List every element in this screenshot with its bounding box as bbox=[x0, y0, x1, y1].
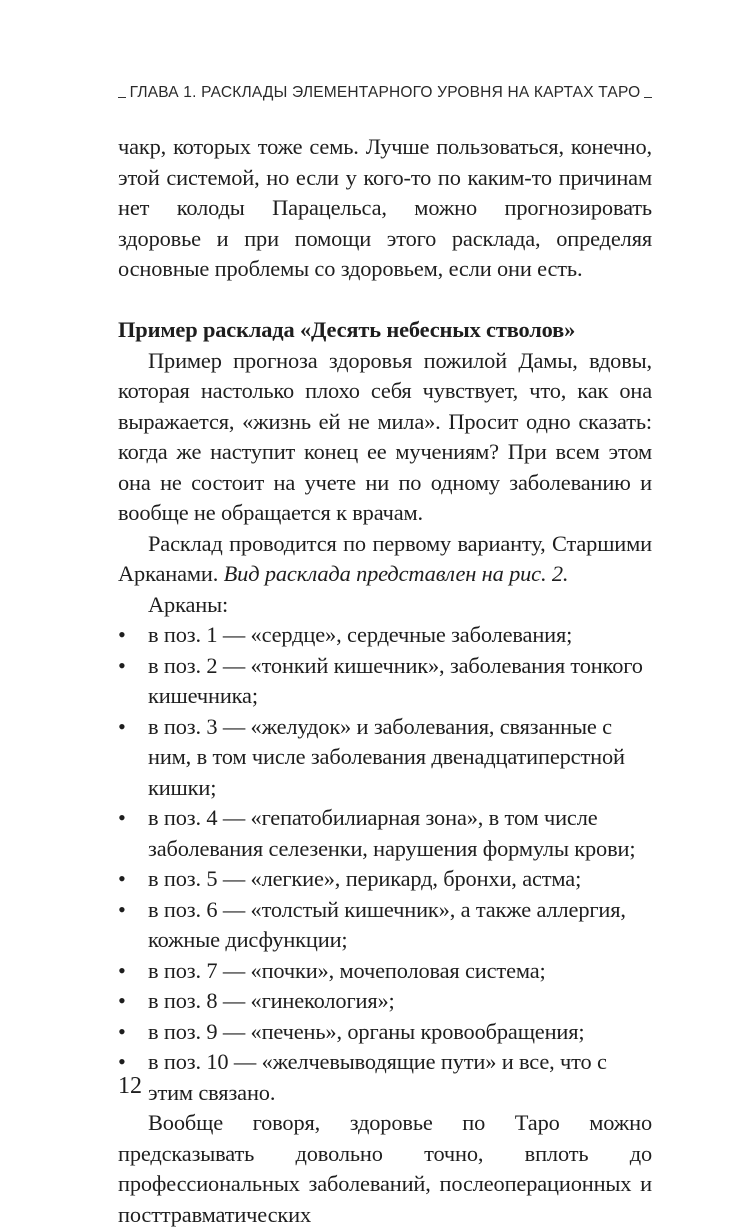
list-item bbox=[118, 895, 652, 956]
list-item-text: в поз. 2 — «тонкий кишечник», заболевания тонкого кишечника; bbox=[148, 652, 643, 708]
figure-reference: Вид расклада представлен на рис. 2. bbox=[223, 561, 569, 586]
list-item bbox=[118, 651, 652, 712]
list-item-text: в поз. 5 — «легкие», перикард, бронхи, астма; bbox=[148, 866, 582, 891]
section-heading: Пример расклада «Десять небесных стволов» bbox=[118, 317, 576, 342]
list-item bbox=[118, 1047, 652, 1108]
list-item bbox=[118, 1017, 652, 1048]
position-list bbox=[118, 620, 652, 1108]
bullet-icon: • bbox=[118, 988, 126, 1013]
list-item-text: в поз. 10 — «желчевыводящие пути» и все, что с этим связано. bbox=[148, 1049, 607, 1105]
bullet-icon: • bbox=[118, 866, 126, 891]
spread-description-text: Расклад проводится по первому варианту, Старшими Арканами. bbox=[118, 530, 652, 586]
list-item-text: в поз. 7 — «почки», мочеполовая система; bbox=[148, 957, 546, 983]
list-item bbox=[118, 803, 652, 864]
list-item-text: в поз. 4 — «гепатобилиарная зона», в том числе заболевания селезенки, нарушения формулы крови; bbox=[148, 805, 636, 861]
page-body bbox=[118, 132, 652, 1230]
section-spacer bbox=[118, 285, 652, 316]
list-item bbox=[118, 620, 652, 651]
bullet-icon: • bbox=[118, 805, 126, 830]
list-item bbox=[118, 986, 652, 1017]
header-rule-left bbox=[118, 97, 126, 98]
bullet-icon: • bbox=[118, 652, 126, 678]
paragraph-conclusion: Вообще говоря, здоровье по Таро можно предсказывать довольно точно, вплоть до профессиональных заболеваний, послеоперационных и посттравматических bbox=[118, 1110, 652, 1227]
list-item-text: в поз. 3 — «желудок» и заболевания, связанные с ним, в том числе заболевания двенадцатиперстной кишки; bbox=[148, 713, 625, 800]
list-item bbox=[118, 712, 652, 804]
list-item-text: в поз. 1 — «сердце», сердечные заболевания; bbox=[148, 622, 573, 647]
paragraph-example: Пример прогноза здоровья пожилой Дамы, вдовы, которая настолько плохо себя чувствует, что, как она выражается, «жизнь ей не мила». Просит одно сказать: когда же наступит конец ее мучениям? При всем этом она не состоит на учете ни по одному заболеванию и вообще не обращается к врачам. bbox=[118, 347, 652, 525]
list-item-text: в поз. 6 — «толстый кишечник», а также аллергия, кожные дисфункции; bbox=[148, 896, 626, 952]
list-item-text: в поз. 9 — «печень», органы кровообращения; bbox=[148, 1018, 585, 1044]
running-header bbox=[118, 84, 652, 102]
list-item bbox=[118, 864, 652, 895]
bullet-icon: • bbox=[118, 622, 126, 647]
bullet-icon: • bbox=[118, 896, 126, 922]
header-rule-right bbox=[644, 97, 652, 98]
running-title: ГЛАВА 1. РАСКЛАДЫ ЭЛЕМЕНТАРНОГО УРОВНЯ НА КАРТАХ ТАРО bbox=[129, 84, 641, 101]
list-item-text: в поз. 8 — «гинекология»; bbox=[148, 988, 395, 1013]
paragraph-spread-description bbox=[118, 529, 652, 590]
bullet-icon: • bbox=[118, 1018, 126, 1044]
list-item bbox=[118, 956, 652, 987]
list-label: Арканы: bbox=[148, 591, 229, 617]
page-number: 12 bbox=[118, 1073, 142, 1099]
bullet-icon: • bbox=[118, 1049, 126, 1074]
paragraph-continuation: чакр, которых тоже семь. Лучше пользоваться, конечно, этой системой, но если у кого-то по каким-то причинам нет колоды Парацельса, можно прогнозировать здоровье и при помощи этого расклада, определяя основные проблемы со здоровьем, если они есть. bbox=[118, 134, 652, 281]
bullet-icon: • bbox=[118, 957, 126, 983]
bullet-icon: • bbox=[118, 713, 126, 739]
